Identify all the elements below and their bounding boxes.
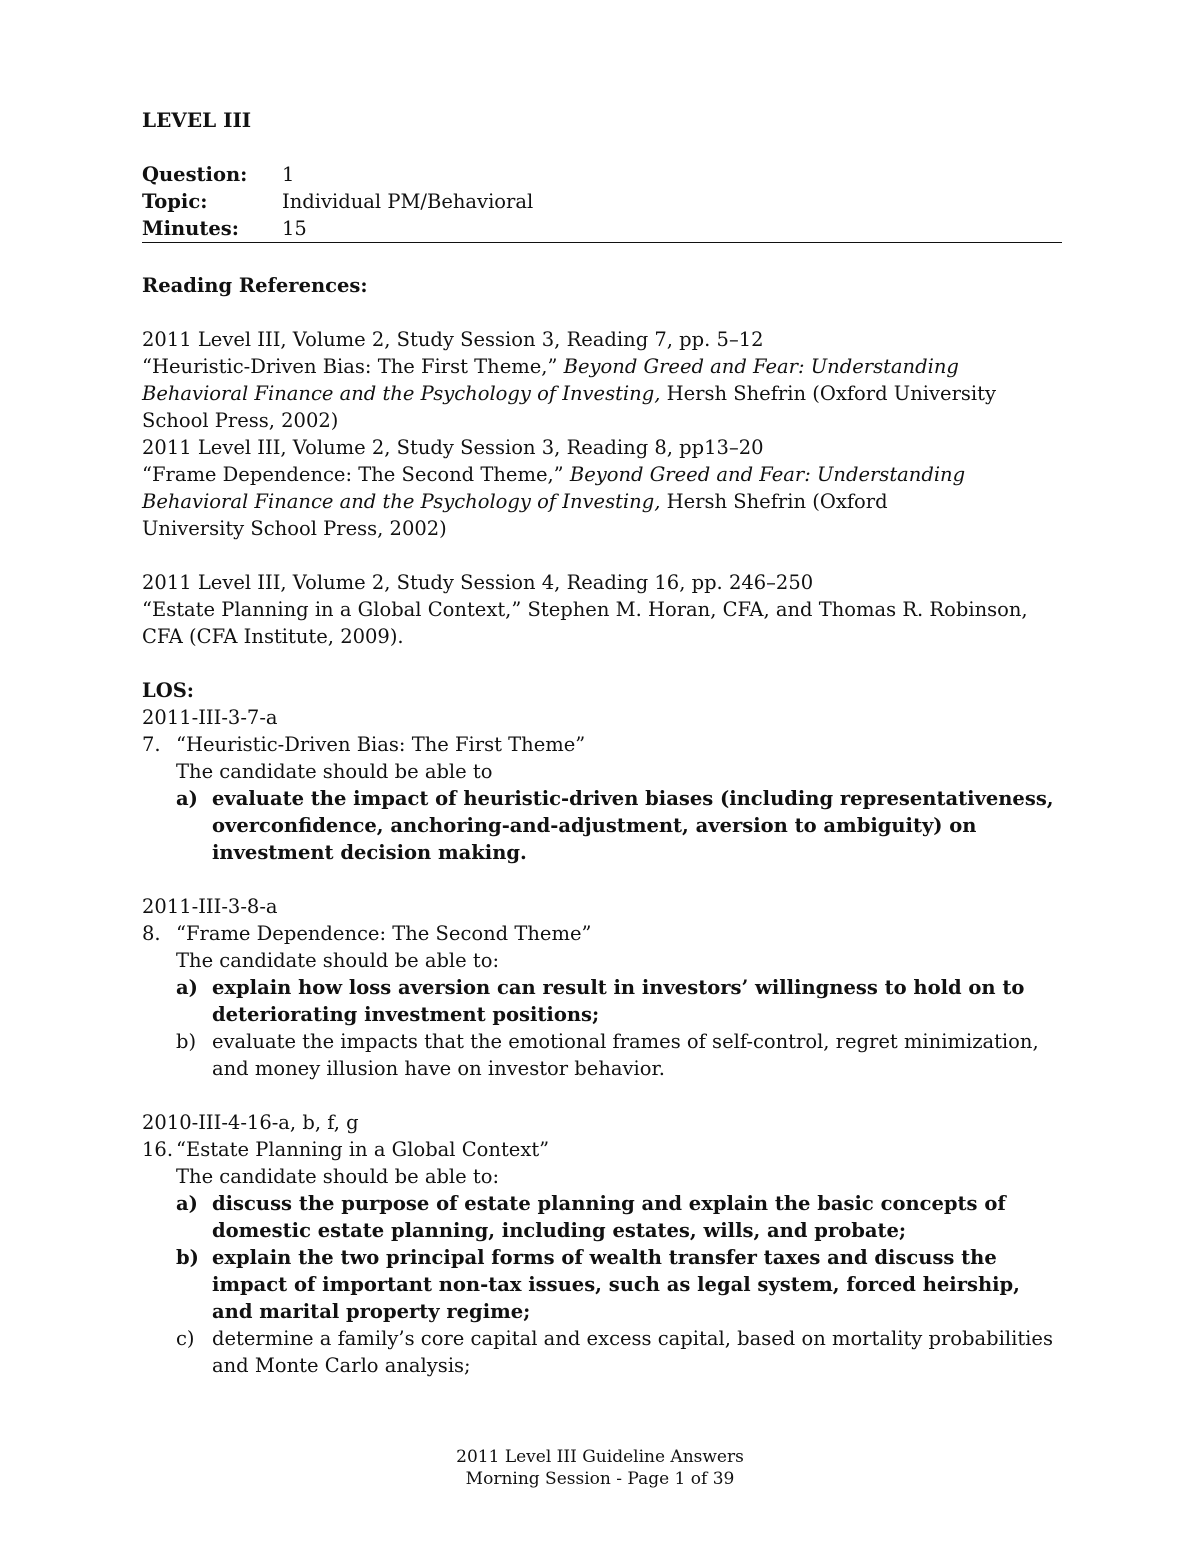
reference-citation: “Estate Planning in a Global Context,” Stephen M. Horan, CFA, and Thomas R. Robinson, CFA (CFA Institute, 2009).	[142, 598, 1028, 648]
los-item	[142, 1325, 1062, 1379]
los-reading-title	[142, 920, 1062, 947]
reference-title: “Heuristic-Driven Bias: The First Theme,”	[142, 355, 564, 378]
question-meta	[142, 161, 1062, 242]
los-item-marker: c)	[176, 1327, 195, 1350]
los-item-marker: b)	[176, 1030, 197, 1053]
reference-book: Beyond Greed and Fear: Understanding Behavioral Finance and the Psychology of Investing,	[142, 355, 959, 405]
los-code: 2011-III-3-7-a	[142, 706, 278, 729]
los-item-text: explain how loss aversion can result in investors’ willingness to hold on to deteriorating investment positions;	[212, 976, 1025, 1026]
reference-author: Hersh Shefrin (Oxford University School Press, 2002)	[142, 382, 996, 432]
los-item-text: determine a family’s core capital and excess capital, based on mortality probabilities and Monte Carlo analysis;	[212, 1327, 1053, 1377]
los-item-text: evaluate the impacts that the emotional frames of self-control, regret minimization, and money illusion have on investor behavior.	[212, 1030, 1039, 1080]
los-intro: The candidate should be able to:	[176, 949, 500, 972]
los-item	[142, 1190, 1062, 1244]
reference-2	[142, 434, 972, 542]
footer-title: 2011 Level III Guideline Answers	[456, 1447, 744, 1467]
los-group-7	[142, 704, 1062, 866]
los-reading-name: “Heuristic-Driven Bias: The First Theme”	[176, 733, 586, 756]
los-intro: The candidate should be able to:	[176, 1165, 500, 1188]
los-item-text: explain the two principal forms of wealth transfer taxes and discuss the impact of important non-tax issues, such as legal system, forced heirship, and marital property regime;	[212, 1246, 1020, 1323]
reading-references-heading: Reading References:	[142, 274, 368, 297]
level-heading: LEVEL III	[142, 108, 252, 132]
los-code: 2011-III-3-8-a	[142, 895, 278, 918]
meta-value: 15	[282, 217, 307, 240]
los-group-8	[142, 893, 1062, 1082]
reference-3	[142, 569, 1062, 650]
los-item-marker: b)	[176, 1246, 199, 1269]
reference-1	[142, 326, 1062, 434]
meta-value: Individual PM/Behavioral	[282, 190, 534, 213]
meta-key: Topic:	[142, 190, 208, 213]
los-code: 2010-III-4-16-a, b, f, g	[142, 1111, 359, 1134]
los-reading-number: 16.	[142, 1138, 174, 1161]
footer-page-number: Morning Session - Page 1 of 39	[465, 1469, 735, 1489]
los-section	[142, 677, 1062, 1379]
reference-title: “Frame Dependence: The Second Theme,”	[142, 463, 570, 486]
meta-row-question	[142, 161, 1062, 188]
los-intro: The candidate should be able to	[176, 760, 493, 783]
los-item	[142, 1244, 1062, 1325]
los-item-text: evaluate the impact of heuristic-driven biases (including representativeness, overconfidence, anchoring-and-adjustment, aversion to ambiguity) on investment decision making.	[212, 787, 1054, 864]
reference-citation	[142, 353, 1062, 434]
reference-source: 2011 Level III, Volume 2, Study Session 4, Reading 16, pp. 246–250	[142, 571, 814, 594]
los-item-marker: a)	[176, 976, 198, 999]
los-group-16	[142, 1109, 1062, 1379]
los-item-text: discuss the purpose of estate planning and explain the basic concepts of domestic estate planning, including estates, wills, and probate;	[212, 1192, 1006, 1242]
reference-source: 2011 Level III, Volume 2, Study Session 3, Reading 7, pp. 5–12	[142, 328, 764, 351]
los-item-marker: a)	[176, 1192, 198, 1215]
spacer	[142, 866, 1062, 893]
header-divider	[142, 242, 1062, 243]
los-item	[142, 974, 1062, 1028]
meta-key: Question:	[142, 163, 248, 186]
reference-citation	[142, 461, 972, 542]
los-item-marker: a)	[176, 787, 198, 810]
meta-row-topic	[142, 188, 1062, 215]
los-reading-title	[142, 731, 1062, 758]
los-heading: LOS:	[142, 679, 194, 702]
meta-value: 1	[282, 163, 295, 186]
los-reading-title	[142, 1136, 1062, 1163]
spacer	[142, 1082, 1062, 1109]
los-item	[142, 785, 1062, 866]
reference-book: Beyond Greed and Fear: Understanding Behavioral Finance and the Psychology of Investing,	[142, 463, 966, 513]
los-reading-number: 7.	[142, 733, 161, 756]
los-reading-number: 8.	[142, 922, 161, 945]
los-reading-name: “Estate Planning in a Global Context”	[176, 1138, 550, 1161]
reference-source: 2011 Level III, Volume 2, Study Session 3, Reading 8, pp13–20	[142, 436, 764, 459]
meta-row-minutes	[142, 215, 1062, 242]
page-footer	[0, 1446, 1200, 1490]
meta-key: Minutes:	[142, 217, 239, 240]
reference-author: Hersh Shefrin (Oxford University School Press, 2002)	[142, 490, 888, 540]
los-reading-name: “Frame Dependence: The Second Theme”	[176, 922, 592, 945]
los-item	[142, 1028, 1062, 1082]
